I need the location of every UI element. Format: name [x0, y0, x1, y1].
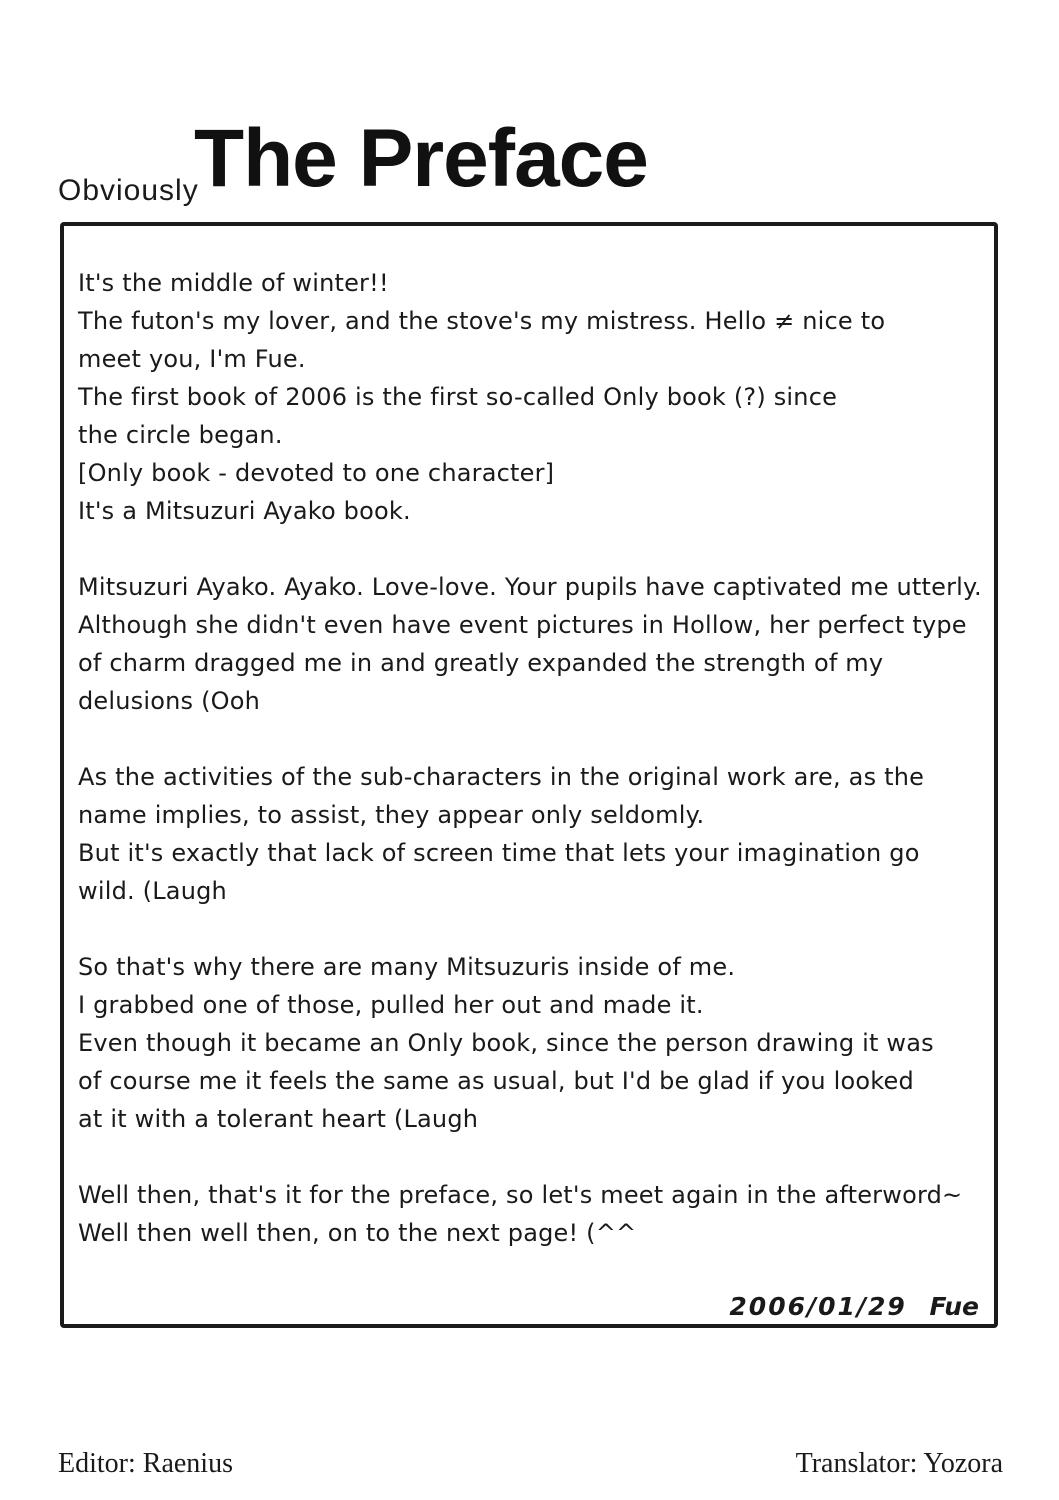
- page-title: [58, 113, 758, 218]
- preface-body: [78, 264, 982, 1290]
- signature-date: 2006/01/29: [729, 1292, 907, 1321]
- text-line: name implies, to assist, they appear only seldomly.: [78, 801, 705, 829]
- text-line: So that's why there are many Mitsuzuris inside of me.: [78, 953, 736, 981]
- title-main: The Preface: [194, 113, 648, 204]
- text-line: Mitsuzuri Ayako. Ayako. Love-love. Your pupils have captivated me utterly.: [78, 573, 982, 601]
- text-line: [Only book - devoted to one character]: [78, 459, 555, 487]
- text-line: delusions (Ooh: [78, 687, 261, 715]
- text-line: But it's exactly that lack of screen time that lets your imagination go: [78, 839, 920, 867]
- text-line: wild. (Laugh: [78, 877, 227, 905]
- paragraph: [78, 568, 982, 720]
- title-prefix: Obviously: [58, 174, 199, 207]
- text-line: Well then, that's it for the preface, so let's meet again in the afterword~: [78, 1181, 963, 1209]
- text-line: meet you, I'm Fue.: [78, 345, 306, 373]
- paragraph: [78, 758, 978, 910]
- signature-author: Fue: [929, 1292, 979, 1321]
- text-line: Even though it became an Only book, since the person drawing it was: [78, 1029, 934, 1057]
- text-line: It's a Mitsuzuri Ayako book.: [78, 497, 411, 525]
- signature: [729, 1292, 979, 1321]
- text-line: of charm dragged me in and greatly expanded the strength of my: [78, 649, 884, 677]
- text-line: Although she didn't even have event pictures in Hollow, her perfect type: [78, 611, 967, 639]
- text-line: at it with a tolerant heart (Laugh: [78, 1105, 479, 1133]
- text-line: of course me it feels the same as usual, but I'd be glad if you looked: [78, 1067, 914, 1095]
- text-line: I grabbed one of those, pulled her out and made it.: [78, 991, 704, 1019]
- text-line: It's the middle of winter!!: [78, 269, 389, 297]
- editor-credit: Editor: Raenius: [58, 1448, 233, 1479]
- text-line: The first book of 2006 is the first so-called Only book (?) since: [78, 383, 838, 411]
- text-line: the circle began.: [78, 421, 283, 449]
- text-line: Well then well then, on to the next page! (^^: [78, 1219, 637, 1247]
- translator-credit: Translator: Yozora: [795, 1448, 1003, 1479]
- text-line: The futon's my lover, and the stove's my mistress. Hello ≠ nice to: [78, 307, 886, 335]
- paragraph: [78, 1176, 978, 1252]
- paragraph: [78, 264, 978, 530]
- paragraph: [78, 948, 978, 1138]
- text-line: As the activities of the sub-characters in the original work are, as the: [78, 763, 925, 791]
